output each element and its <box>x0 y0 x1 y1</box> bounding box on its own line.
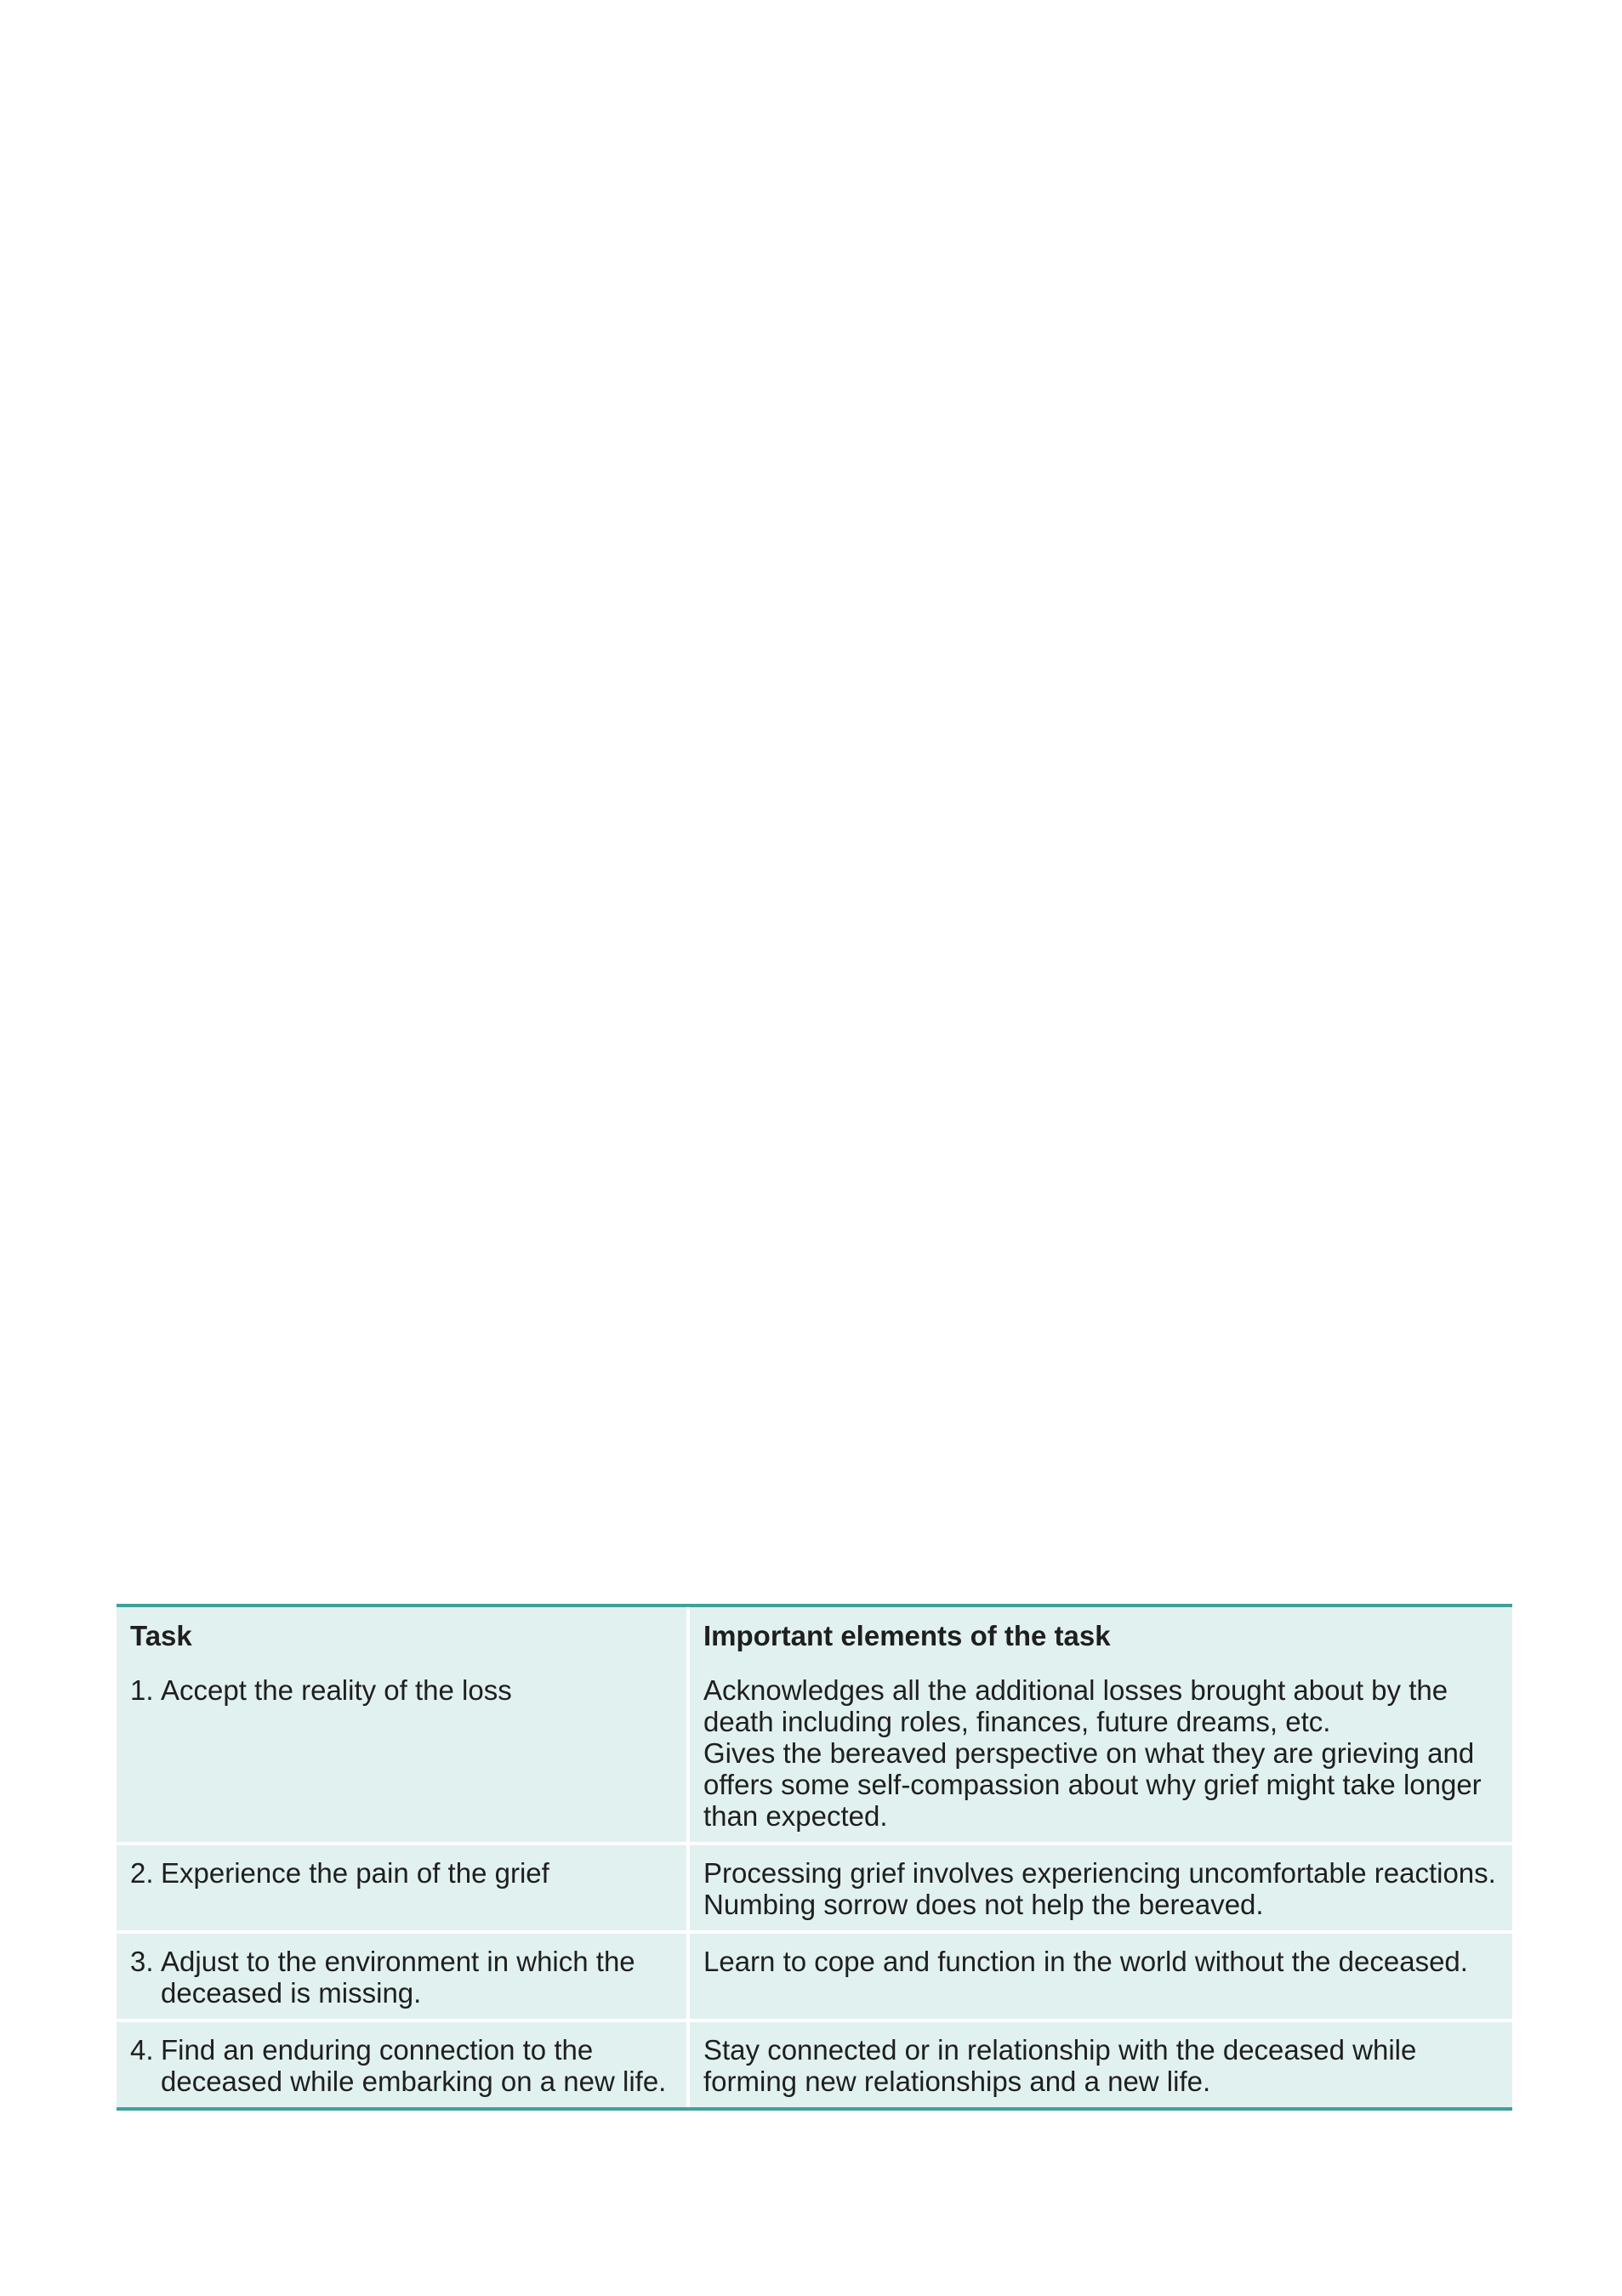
task-text: Find an enduring connection to the deceased while embarking on a new life. <box>161 2034 667 2097</box>
elements-cell <box>688 2020 1512 2107</box>
elements-text: Learn to cope and function in the world without the deceased. <box>703 1946 1468 1977</box>
task-text: Accept the reality of the loss <box>161 1674 512 1706</box>
grief-tasks-table <box>117 1604 1512 2111</box>
task-cell <box>117 1662 688 1844</box>
table-row <box>117 1844 1512 1932</box>
elements-text: Acknowledges all the additional losses brought about by the death including roles, finances, future dreams, etc. <box>703 1674 1448 1737</box>
table-row <box>117 1932 1512 2020</box>
header-important-elements: Important elements of the task <box>688 1607 1512 1662</box>
task-number: 3. <box>130 1946 154 1977</box>
table-header-row <box>117 1607 1512 1662</box>
elements-text: Gives the bereaved perspective on what they are grieving and offers some self-compassion about why grief might take longer than expected. <box>703 1737 1482 1832</box>
elements-text: Stay connected or in relationship with the deceased while forming new relationships and a new life. <box>703 2034 1417 2097</box>
header-task: Task <box>117 1607 688 1662</box>
elements-cell <box>688 1932 1512 2020</box>
task-cell <box>117 1844 688 1932</box>
task-number: 4. <box>130 2034 154 2066</box>
table-row <box>117 1662 1512 1844</box>
elements-cell <box>688 1844 1512 1932</box>
task-cell <box>117 2020 688 2107</box>
task-text: Experience the pain of the grief <box>161 1857 549 1889</box>
task-number: 2. <box>130 1857 154 1889</box>
task-number: 1. <box>130 1674 154 1706</box>
task-cell <box>117 1932 688 2020</box>
table-row <box>117 2020 1512 2107</box>
elements-cell <box>688 1662 1512 1844</box>
task-text: Adjust to the environment in which the deceased is missing. <box>161 1946 635 2009</box>
elements-text: Processing grief involves experiencing uncomfortable reactions. Numbing sorrow does not help the bereaved. <box>703 1857 1496 1920</box>
